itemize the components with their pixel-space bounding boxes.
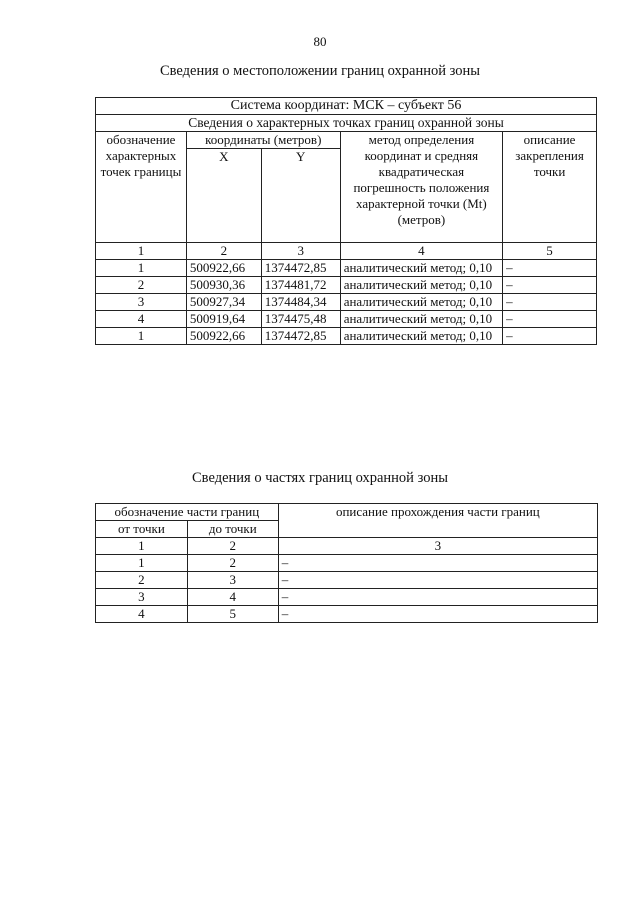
point-description: – bbox=[503, 277, 597, 294]
to-point: 5 bbox=[187, 606, 278, 623]
table-row bbox=[96, 555, 598, 572]
point-id: 1 bbox=[96, 260, 187, 277]
method: аналитический метод; 0,10 bbox=[340, 311, 502, 328]
table-row bbox=[96, 589, 598, 606]
header-designation: обозначение части границ bbox=[96, 504, 279, 521]
coordinates-table bbox=[95, 97, 597, 345]
column-number: 4 bbox=[340, 243, 502, 260]
part-description: – bbox=[278, 606, 597, 623]
method: аналитический метод; 0,10 bbox=[340, 277, 502, 294]
point-description: – bbox=[503, 328, 597, 345]
table-row bbox=[96, 328, 597, 345]
section-title-parts: Сведения о частях границ охранной зоны bbox=[192, 470, 448, 486]
point-description: – bbox=[503, 294, 597, 311]
column-number: 3 bbox=[261, 243, 340, 260]
header-row bbox=[96, 132, 597, 149]
coordinate-system-row bbox=[96, 98, 597, 115]
coord-x: 500922,66 bbox=[186, 328, 261, 345]
coord-x: 500930,36 bbox=[186, 277, 261, 294]
header-coordinates: координаты (метров) bbox=[186, 132, 340, 149]
header-x: X bbox=[186, 149, 261, 243]
point-description: – bbox=[503, 311, 597, 328]
column-number: 1 bbox=[96, 243, 187, 260]
to-point: 3 bbox=[187, 572, 278, 589]
point-description: – bbox=[503, 260, 597, 277]
column-number: 5 bbox=[503, 243, 597, 260]
section-title-boundaries: Сведения о местоположении границ охранной зоны bbox=[159, 63, 480, 79]
column-number: 2 bbox=[187, 538, 278, 555]
table-row bbox=[96, 572, 598, 589]
from-point: 2 bbox=[96, 572, 188, 589]
coord-x: 500922,66 bbox=[186, 260, 261, 277]
part-description: – bbox=[278, 589, 597, 606]
header-designation: обозначение характерных точек границы bbox=[96, 132, 187, 243]
coord-y: 1374475,48 bbox=[261, 311, 340, 328]
coord-y: 1374472,85 bbox=[261, 328, 340, 345]
header-from: от точки bbox=[96, 521, 188, 538]
to-point: 4 bbox=[187, 589, 278, 606]
header-to: до точки bbox=[187, 521, 278, 538]
header-description: описание прохождения части границ bbox=[278, 504, 597, 538]
coordinate-system: Система координат: МСК – субъект 56 bbox=[96, 98, 597, 115]
table-row bbox=[96, 294, 597, 311]
coord-x: 500919,64 bbox=[186, 311, 261, 328]
header-y: Y bbox=[261, 149, 340, 243]
column-number: 2 bbox=[186, 243, 261, 260]
coord-x: 500927,34 bbox=[186, 294, 261, 311]
column-number: 1 bbox=[96, 538, 188, 555]
method: аналитический метод; 0,10 bbox=[340, 294, 502, 311]
from-point: 4 bbox=[96, 606, 188, 623]
table-row bbox=[96, 606, 598, 623]
method: аналитический метод; 0,10 bbox=[340, 260, 502, 277]
method: аналитический метод; 0,10 bbox=[340, 328, 502, 345]
subtitle-row bbox=[96, 115, 597, 132]
to-point: 2 bbox=[187, 555, 278, 572]
from-point: 3 bbox=[96, 589, 188, 606]
point-id: 3 bbox=[96, 294, 187, 311]
column-number: 3 bbox=[278, 538, 597, 555]
table-row bbox=[96, 277, 597, 294]
coord-y: 1374484,34 bbox=[261, 294, 340, 311]
boundary-parts-table bbox=[95, 503, 598, 623]
column-numbers-row bbox=[96, 243, 597, 260]
table-row bbox=[96, 260, 597, 277]
part-description: – bbox=[278, 572, 597, 589]
table-subtitle: Сведения о характерных точках границ охранной зоны bbox=[96, 115, 597, 132]
header-description: описание закрепления точки bbox=[503, 132, 597, 243]
table-row bbox=[96, 311, 597, 328]
point-id: 1 bbox=[96, 328, 187, 345]
point-id: 4 bbox=[96, 311, 187, 328]
page-number: 80 bbox=[313, 34, 327, 49]
from-point: 1 bbox=[96, 555, 188, 572]
header-method: метод определения координат и средняя квадратическая погрешность положения характерной точки (Mt) (метров) bbox=[340, 132, 502, 243]
header-row bbox=[96, 504, 598, 521]
point-id: 2 bbox=[96, 277, 187, 294]
part-description: – bbox=[278, 555, 597, 572]
coord-y: 1374481,72 bbox=[261, 277, 340, 294]
coord-y: 1374472,85 bbox=[261, 260, 340, 277]
column-numbers-row bbox=[96, 538, 598, 555]
